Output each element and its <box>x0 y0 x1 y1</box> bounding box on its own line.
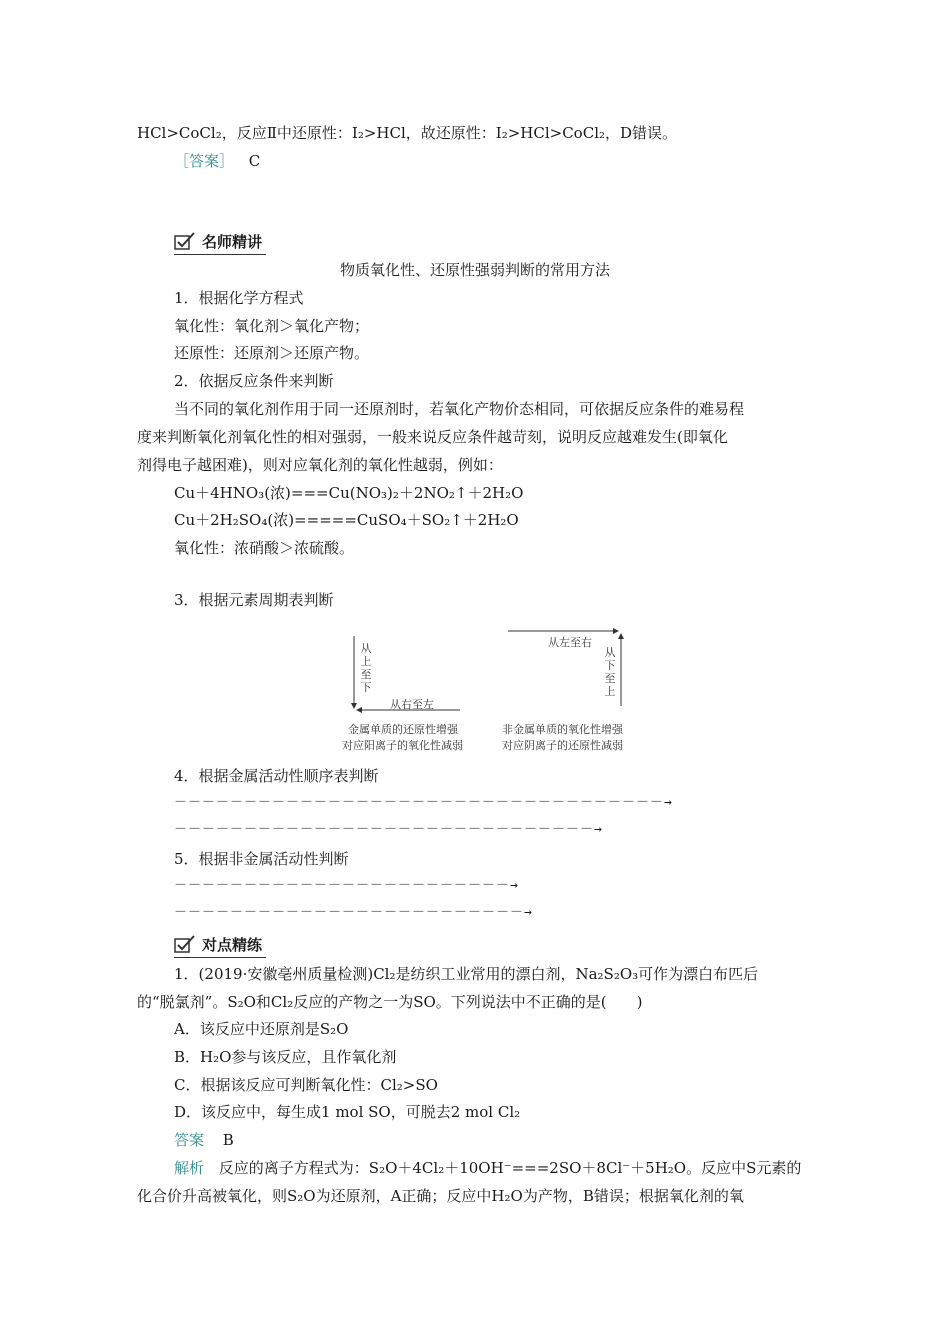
answer-line <box>174 1130 234 1150</box>
option-b: B．H₂O参与该反应，且作氧化剂 <box>174 1048 397 1066</box>
topic-title: 物质氧化性、还原性强弱判断的常用方法 <box>339 261 610 279</box>
dash-arrow-line: －－－－－－－－－－－－－－－－－－－－－－－－－→ <box>174 905 533 920</box>
answer-label: 答案 <box>174 1131 205 1149</box>
option-c: C．根据该反应可判断氧化性：Cl₂>SO <box>174 1076 438 1094</box>
answer-label: ［答案］ <box>174 152 235 170</box>
method-5-title: 5．根据非金属活动性判断 <box>174 850 349 868</box>
section-heading-text: 名师精讲 <box>202 232 263 251</box>
text-line: 氧化性：浓硝酸＞浓硫酸。 <box>174 539 355 557</box>
analysis-label: 解析 <box>174 1159 205 1177</box>
method-1-title: 1．根据化学方程式 <box>174 289 304 307</box>
diagram-label-bottom-to-top: 从下至上 <box>604 646 616 698</box>
section-heading-text: 对点精练 <box>202 935 263 954</box>
question-1-line: 1．(2019·安徽亳州质量检测)Cl₂是纺织工业常用的漂白剂，Na₂S₂O₃可作为漂白布匹后 <box>174 965 759 983</box>
diagram-label-left-to-right: 从左至右 <box>548 636 592 649</box>
dash-arrow-line: －－－－－－－－－－－－－－－－－－－－－－－－－－－－－－－－－－－→ <box>174 795 673 810</box>
diagram-caption: 非金属单质的氧化性增强 <box>502 723 623 736</box>
equation-1: Cu＋4HNO₃(浓)===Cu(NO₃)₂＋2NO₂↑＋2H₂O <box>174 484 524 502</box>
pencil-check-icon <box>174 934 196 954</box>
method-3-title: 3．根据元素周期表判断 <box>174 591 334 609</box>
diagram-label-top-to-bottom: 从上至下 <box>360 642 372 694</box>
text-line: 剂得电子越困难)，则对应氧化剂的氧化性越弱，例如： <box>137 456 503 474</box>
text-line: 度来判断氧化剂氧化性的相对强弱，一般来说反应条件越苛刻，说明反应越难发生(即氧化 <box>137 428 728 446</box>
analysis-line <box>174 1158 801 1178</box>
dash-arrow-line: －－－－－－－－－－－－－－－－－－－－－－－－→ <box>174 878 519 893</box>
section-heading-duidian <box>174 933 262 955</box>
pencil-check-icon <box>174 231 196 251</box>
method-2-title: 2．依据反应条件来判断 <box>174 372 334 390</box>
answer-value: B <box>222 1131 234 1149</box>
section-heading-mingshi <box>174 230 262 252</box>
diagram-caption: 对应阳离子的氧化性减弱 <box>342 739 463 752</box>
equation-2: Cu＋2H₂SO₄(浓)=====CuSO₄＋SO₂↑＋2H₂O <box>174 511 519 529</box>
option-d: D．该反应中，每生成1 mol SO，可脱去2 mol Cl₂ <box>174 1103 521 1121</box>
answer-line <box>174 151 260 171</box>
diagram-caption: 对应阴离子的还原性减弱 <box>502 739 623 752</box>
trend-diagram-arrows <box>340 628 640 718</box>
diagram-caption: 金属单质的还原性增强 <box>348 723 458 736</box>
dash-arrow-line: －－－－－－－－－－－－－－－－－－－－－－－－－－－－－－→ <box>174 822 603 837</box>
analysis-line: 化合价升高被氧化，则S₂O为还原剂，A正确；反应中H₂O为产物，B错误；根据氧化剂的氧 <box>137 1187 744 1205</box>
analysis-text: 反应的离子方程式为：S₂O＋4Cl₂＋10OH⁻===2SO＋8Cl⁻＋5H₂O。反应中S元素的 <box>218 1159 802 1177</box>
method-4-title: 4．根据金属活动性顺序表判断 <box>174 767 379 785</box>
answer-value: C <box>248 152 261 170</box>
text-line: 还原性：还原剂＞还原产物。 <box>174 344 370 362</box>
text-line: HCl>CoCl₂，反应Ⅱ中还原性：I₂>HCl，故还原性：I₂>HCl>CoCl₂，D错误。 <box>137 124 678 142</box>
option-a: A．该反应中还原剂是S₂O <box>174 1020 349 1038</box>
diagram-label-right-to-left: 从右至左 <box>390 698 434 711</box>
text-line: 当不同的氧化剂作用于同一还原剂时，若氧化产物价态相同，可依据反应条件的难易程 <box>174 400 745 418</box>
text-line: 氧化性：氧化剂＞氧化产物； <box>174 317 370 335</box>
question-1-line: 的“脱氯剂”。S₂O和Cl₂反应的产物之一为SO。下列说法中不正确的是( ) <box>137 993 643 1011</box>
